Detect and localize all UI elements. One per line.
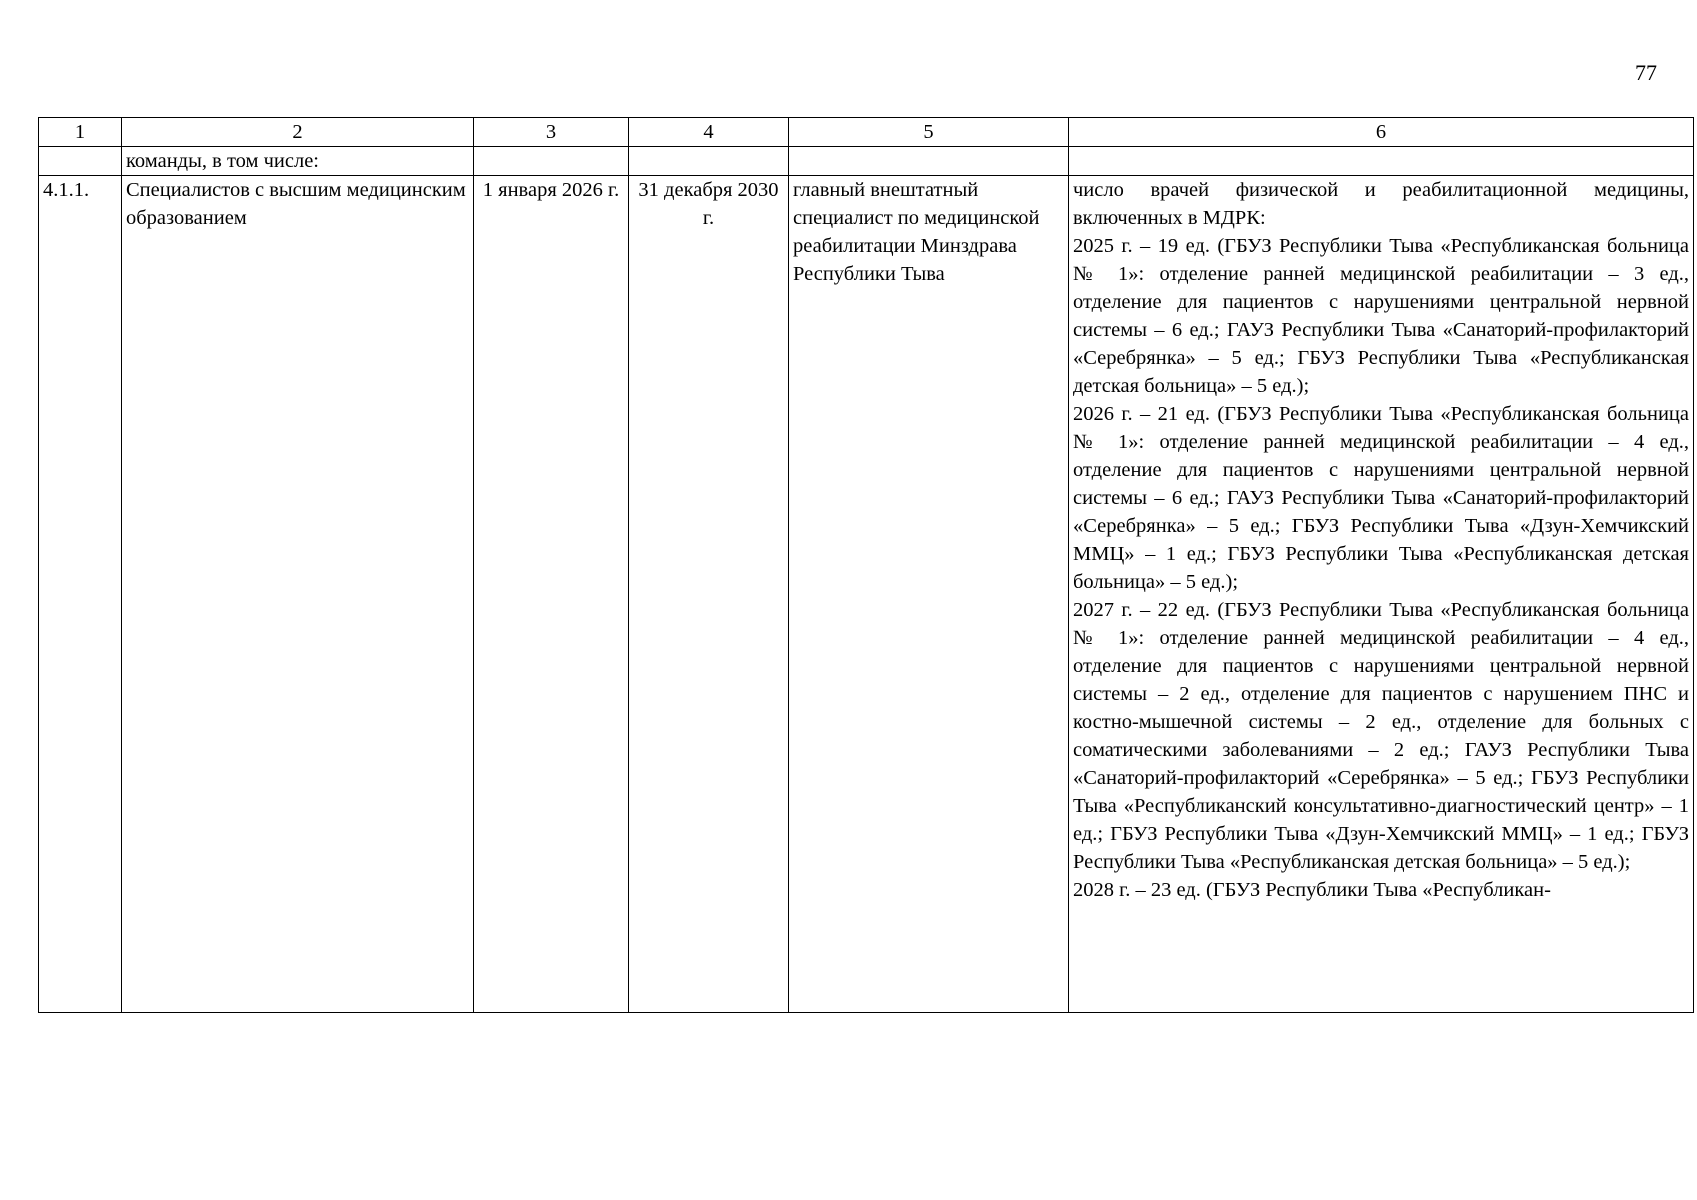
cont-cell-4	[629, 147, 789, 176]
result-2028: 2028 г. – 23 ед. (ГБУЗ Республики Тыва «Республикан-	[1073, 879, 1551, 901]
row-end-date: 31 декабря 2030 г.	[629, 176, 789, 1013]
table-header-row	[39, 118, 1694, 147]
row-name: Специалистов с высшим медицинским образованием	[122, 176, 474, 1013]
continuation-row	[39, 147, 1694, 176]
cont-cell-3	[474, 147, 629, 176]
header-cell-3: 3	[474, 118, 629, 147]
table-row	[39, 176, 1694, 1013]
header-cell-2: 2	[122, 118, 474, 147]
row-start-date: 1 января 2026 г.	[474, 176, 629, 1013]
header-cell-6: 6	[1069, 118, 1694, 147]
result-intro: число врачей физической и реабилитационной медицины, включенных в МДРК:	[1073, 179, 1689, 229]
result-2026: 2026 г. – 21 ед. (ГБУЗ Республики Тыва «Республиканская больница № 1»: отделение ранней медицинской реабилитации – 4 ед., отделение для пациентов с нарушениями центральной нервной системы – 6 ед.; ГАУЗ Республики Тыва «Санаторий-профилакторий «Серебрянка» – 5 ед.; ГБУЗ Республики Тыва «Дзун-Хемчикский ММЦ» – 1 ед.; ГБУЗ Республики Тыва «Республиканская детская больница» – 5 ед.);	[1073, 403, 1689, 593]
row-number: 4.1.1.	[39, 176, 122, 1013]
header-cell-4: 4	[629, 118, 789, 147]
cont-cell-1	[39, 147, 122, 176]
row-responsible: главный внештатный специалист по медицинской реабилитации Минздрава Республики Тыва	[789, 176, 1069, 1013]
result-2025: 2025 г. – 19 ед. (ГБУЗ Республики Тыва «Республиканская больница № 1»: отделение ранней медицинской реабилитации – 3 ед., отделение для пациентов с нарушениями центральной нервной системы – 6 ед.; ГАУЗ Республики Тыва «Санаторий-профилакторий «Серебрянка» – 5 ед.; ГБУЗ Республики Тыва «Республиканская детская больница» – 5 ед.);	[1073, 235, 1689, 397]
cont-cell-2: команды, в том числе:	[122, 147, 474, 176]
header-cell-1: 1	[39, 118, 122, 147]
plan-table	[38, 117, 1694, 1013]
result-2027: 2027 г. – 22 ед. (ГБУЗ Республики Тыва «Республиканская больница № 1»: отделение ранней медицинской реабилитации – 4 ед., отделение для пациентов с нарушениями центральной нервной системы – 2 ед., отделение для пациентов с нарушением ПНС и костно-мышечной системы – 2 ед., отделение для больных с соматическими заболеваниями – 2 ед.; ГАУЗ Республики Тыва «Санаторий-профилакторий «Серебрянка» – 5 ед.; ГБУЗ Республики Тыва «Республиканский консультативно-диагностический центр» – 1 ед.; ГБУЗ Республики Тыва «Дзун-Хемчикский ММЦ» – 1 ед.; ГБУЗ Республики Тыва «Республиканская детская больница» – 5 ед.);	[1073, 599, 1689, 873]
page-number: 77	[1635, 60, 1657, 85]
cont-cell-5	[789, 147, 1069, 176]
cont-cell-6	[1069, 147, 1694, 176]
row-result	[1069, 176, 1694, 1013]
header-cell-5: 5	[789, 118, 1069, 147]
